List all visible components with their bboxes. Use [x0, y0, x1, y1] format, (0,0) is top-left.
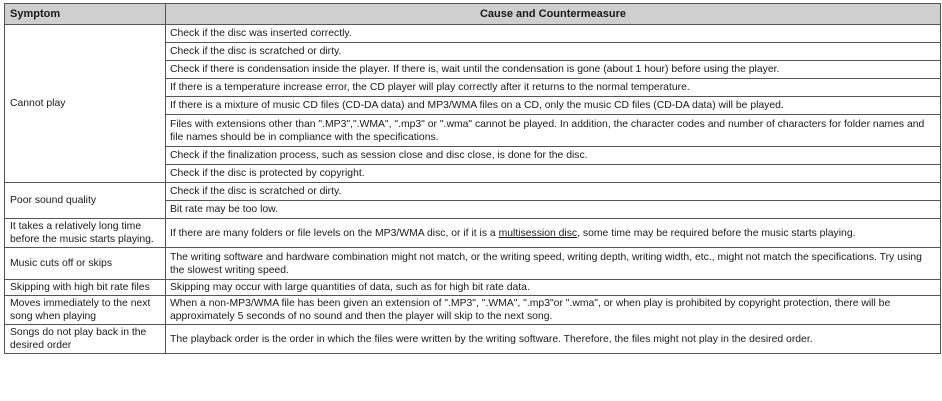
symptom-cell: Moves immediately to the next song when playing	[5, 296, 166, 325]
table-row	[5, 183, 941, 201]
cause-cell: Bit rate may be too low.	[166, 201, 941, 219]
cause-cell: When a non-MP3/WMA file has been given an extension of ".MP3", ".WMA", ".mp3"or ".wma", or when play is prohibited by copyright protection, there will be approximately 5 seconds of no sound and then the player will skip to the next song.	[166, 296, 941, 325]
cause-cell: Skipping may occur with large quantities of data, such as for high bit rate data.	[166, 280, 941, 296]
symptom-cell: Poor sound quality	[5, 183, 166, 219]
cause-cell: Check if there is condensation inside the player. If there is, wait until the condensation is gone (about 1 hour) before using the player.	[166, 61, 941, 79]
table-row	[5, 219, 941, 248]
cause-cell: Check if the disc is protected by copyright.	[166, 165, 941, 183]
cause-cell: Check if the finalization process, such as session close and disc close, is done for the disc.	[166, 147, 941, 165]
multisession-disc-link[interactable]: multisession disc	[498, 227, 578, 239]
cause-cell: If there is a temperature increase error, the CD player will play correctly after it returns to the normal temperature.	[166, 79, 941, 97]
symptom-cell: It takes a relatively long time before the music starts playing.	[5, 219, 166, 248]
cause-cell: Files with extensions other than ".MP3",".WMA", ".mp3" or ".wma" cannot be played. In addition, the character codes and number of characters for folder names and file names should be in compliance with the specifications.	[166, 115, 941, 147]
header-row	[5, 4, 941, 25]
cause-cell: Check if the disc is scratched or dirty.	[166, 183, 941, 201]
table-row	[5, 248, 941, 280]
symptom-cell: Music cuts off or skips	[5, 248, 166, 280]
header-symptom: Symptom	[5, 4, 166, 25]
cause-cell: The playback order is the order in which the files were written by the writing software. Therefore, the files might not play in the desired order.	[166, 325, 941, 354]
cause-cell: If there is a mixture of music CD files (CD-DA data) and MP3/WMA files on a CD, only the music CD files (CD-DA data) will be played.	[166, 97, 941, 115]
symptom-cell: Cannot play	[5, 25, 166, 183]
troubleshooting-table-container	[4, 3, 940, 354]
symptom-cell: Skipping with high bit rate files	[5, 280, 166, 296]
cause-text: , some time may be required before the music starts playing.	[577, 227, 856, 239]
cause-cell	[166, 219, 941, 248]
cause-cell: Check if the disc was inserted correctly.	[166, 25, 941, 43]
table-row	[5, 25, 941, 43]
cause-text: If there are many folders or file levels on the MP3/WMA disc, or if it is a	[170, 227, 499, 239]
cause-cell: Check if the disc is scratched or dirty.	[166, 43, 941, 61]
symptom-cell: Songs do not play back in the desired order	[5, 325, 166, 354]
cause-cell: The writing software and hardware combination might not match, or the writing speed, writing depth, writing width, etc., might not match the specifications. Try using the slowest writing speed.	[166, 248, 941, 280]
table-row	[5, 280, 941, 296]
troubleshooting-table	[4, 3, 941, 354]
header-cause: Cause and Countermeasure	[166, 4, 941, 25]
table-row	[5, 296, 941, 325]
table-row	[5, 325, 941, 354]
